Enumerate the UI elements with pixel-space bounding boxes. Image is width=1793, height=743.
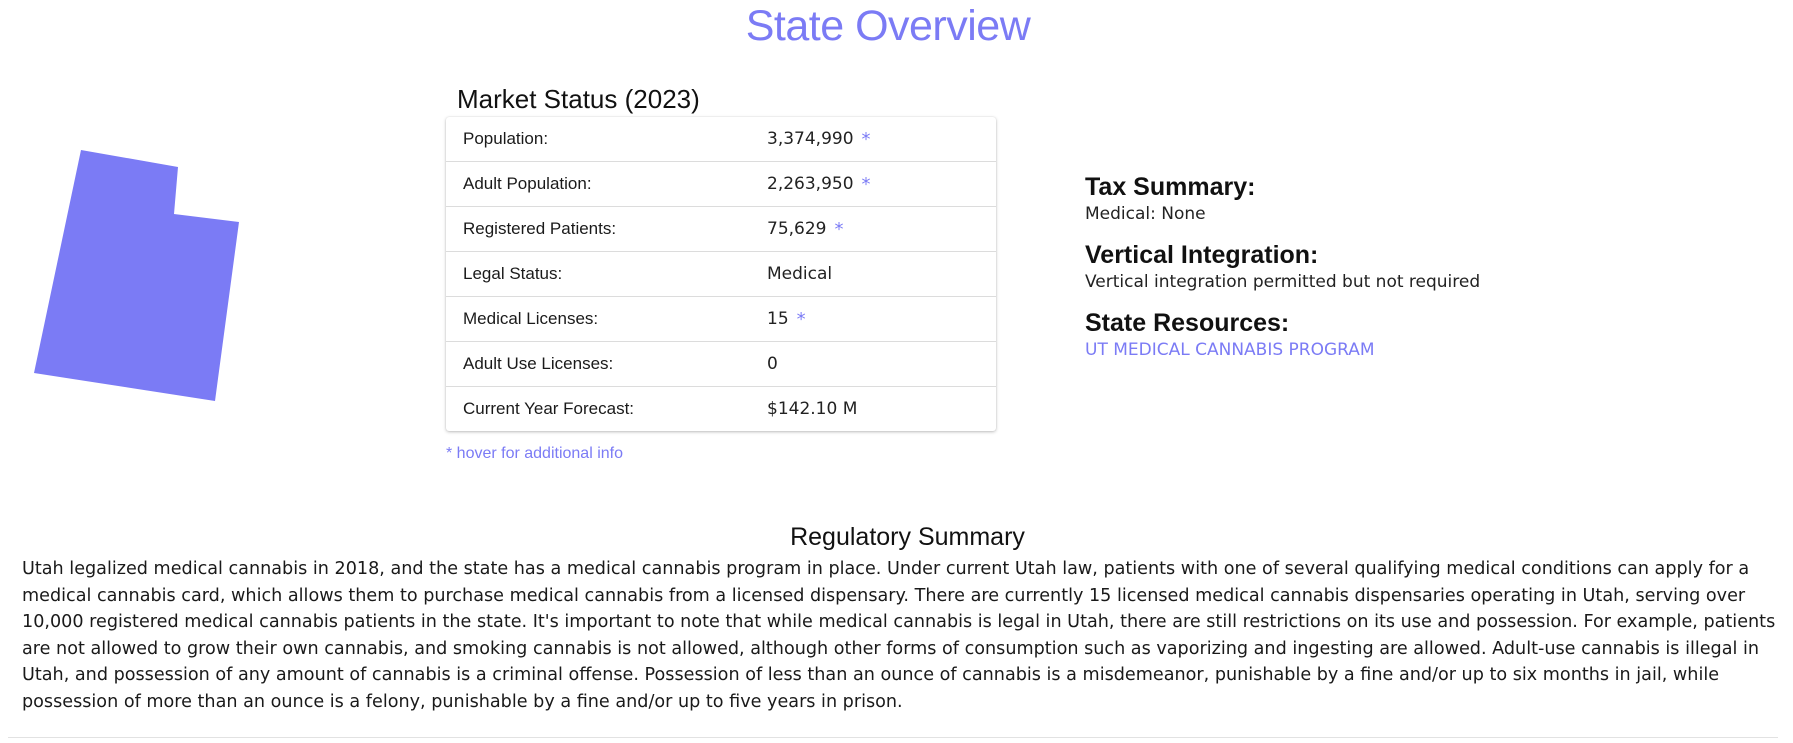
market-row-value: $142.10 M [767,399,858,419]
market-row-current-year-forecast [446,387,996,431]
page-title: State Overview [745,2,1031,50]
market-row-value: 3,374,990 [767,129,854,149]
market-row-label: Adult Population: [463,174,592,193]
vertical-integration-heading: Vertical Integration: [1085,241,1319,269]
info-asterisk[interactable]: * [861,128,871,150]
market-row-value: 15 [767,309,789,329]
market-row-value: 75,629 [767,219,827,239]
market-row-value: 0 [767,354,778,374]
market-row-label: Population: [463,129,549,148]
market-row-value: 2,263,950 [767,174,854,194]
market-status-table [446,117,996,431]
info-asterisk[interactable]: * [796,308,806,330]
tax-summary-text: Medical: None [1085,204,1206,224]
divider [8,737,1778,738]
market-row-label: Current Year Forecast: [463,399,635,418]
market-row-adult-population [446,162,996,207]
state-resources-heading: State Resources: [1085,309,1290,337]
regulatory-summary-text: Utah legalized medical cannabis in 2018, and the state has a medical cannabis program in place. Under current Utah law, patients with one of several qualifying medical conditions can apply for a medical cannabis card, which allows them to purchase medical cannabis from a licensed dispensary. There are currently 15 licensed medical cannabis dispensaries operating in Utah, serving over 10,000 registered medical cannabis patients in the state. It's important to note that while medical cannabis is legal in Utah, there are still restrictions on its use and possession. For example, patients are not allowed to grow their own cannabis, and smoking cannabis is not allowed, although other forms of consumption such as vaporizing and ingesting are allowed. Adult-use cannabis is illegal in Utah, and possession of any amount of cannabis is a criminal offense. Possession of less than an ounce of cannabis is a misdemeanor, punishable by a fine and/or up to six months in jail, while possession of more than an ounce is a felony, punishable by a fine and/or up to five years in prison. [22,559,1776,712]
info-asterisk[interactable]: * [834,218,844,240]
market-row-adult-use-licenses [446,342,996,387]
tax-summary-heading: Tax Summary: [1085,173,1256,201]
state-resources-link[interactable]: UT MEDICAL CANNABIS PROGRAM [1085,340,1375,360]
info-asterisk[interactable]: * [861,173,871,195]
market-status-title: Market Status (2023) [457,84,700,114]
state-info-column [1085,172,1745,362]
market-row-label: Legal Status: [463,264,563,283]
market-row-label: Medical Licenses: [463,309,599,328]
market-row-legal-status [446,252,996,297]
vertical-integration-text: Vertical integration permitted but not required [1085,272,1481,292]
market-row-population [446,117,996,162]
market-row-medical-licenses [446,297,996,342]
hover-info-note: * hover for additional info [446,445,623,462]
market-row-label: Adult Use Licenses: [463,354,614,373]
market-row-registered-patients [446,207,996,252]
regulatory-summary-title: Regulatory Summary [790,523,1025,551]
market-row-value: Medical [767,264,833,284]
market-row-label: Registered Patients: [463,219,617,238]
utah-state-shape-icon[interactable] [34,148,240,404]
